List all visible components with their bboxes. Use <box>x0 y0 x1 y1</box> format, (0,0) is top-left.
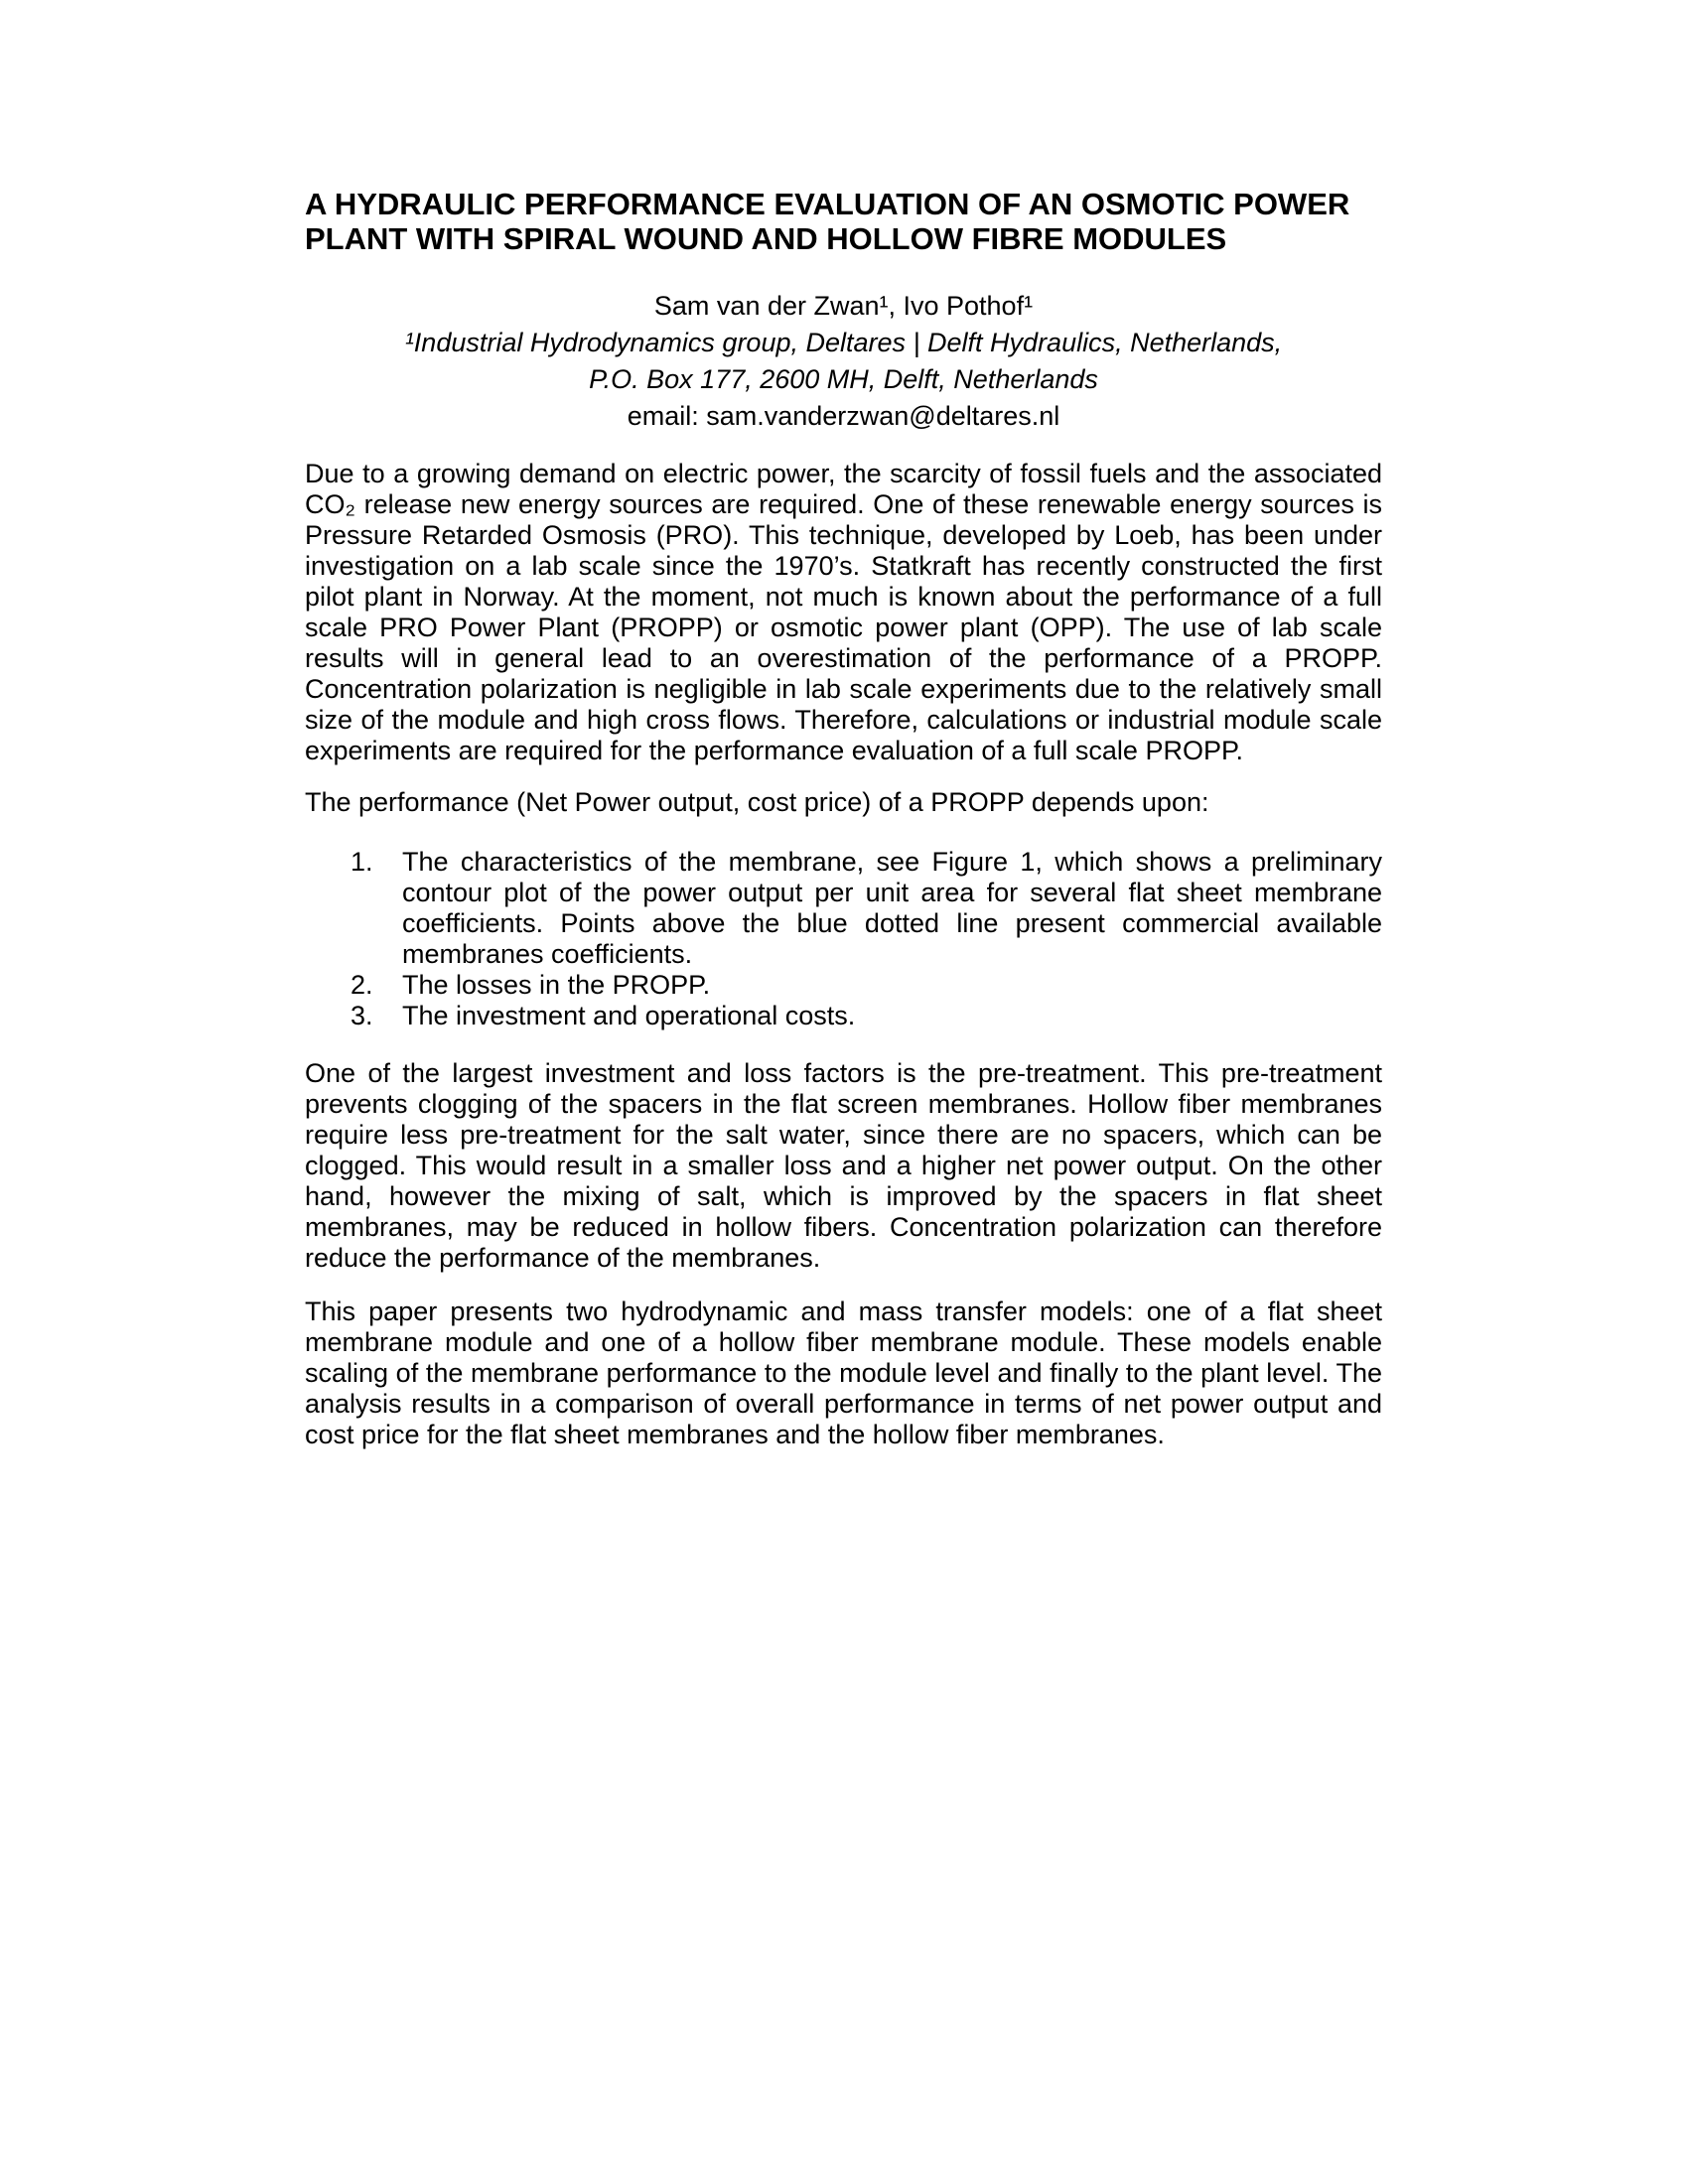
affiliation-line: ¹Industrial Hydrodynamics group, Deltares | Delft Hydraulics, Netherlands, <box>404 328 1283 357</box>
list-item-number: 1. <box>351 847 373 877</box>
paper-title: A HYDRAULIC PERFORMANCE EVALUATION OF AN OSMOTIC POWER PLANT WITH SPIRAL WOUND AND HOLLOW FIBRE MODULES <box>305 187 1350 256</box>
list-item <box>351 847 1382 970</box>
list-item-text: The losses in the PROPP. <box>402 970 711 1000</box>
numbered-list <box>305 847 1382 1031</box>
paper-header <box>305 288 1382 435</box>
authors-line: Sam van der Zwan¹, Ivo Pothof¹ <box>653 291 1034 321</box>
address-line: P.O. Box 177, 2600 MH, Delft, Netherlands <box>589 364 1098 394</box>
list-item-number: 3. <box>351 1001 373 1030</box>
list-intro-paragraph: The performance (Net Power output, cost price) of a PROPP depends upon: <box>305 787 1209 817</box>
abstract-paragraph-3: This paper presents two hydrodynamic and mass transfer models: one of a flat sheet membrane module and one of a hollow fiber membrane module. These models enable scaling of the membrane performance to the module level and finally to the plant level. The analysis results in a comparison of overall performance in terms of net power output and cost price for the flat sheet membranes and the hollow fiber membranes. <box>305 1297 1382 1449</box>
list-item <box>351 1001 1382 1031</box>
list-item-number: 2. <box>351 970 373 1000</box>
abstract-paragraph-2: One of the largest investment and loss factors is the pre-treatment. This pre-treatment prevents clogging of the spacers in the flat screen membranes. Hollow fiber membranes require less pre-treatment for the salt water, since there are no spacers, which can be clogged. This would result in a smaller loss and a higher net power output. On the other hand, however the mixing of salt, which is improved by the spacers in flat sheet membranes, may be reduced in hollow fibers. Concentration polarization can therefore reduce the performance of the membranes. <box>305 1058 1382 1273</box>
list-item-text: The characteristics of the membrane, see Figure 1, which shows a preliminary contour plot of the power output per unit area for several flat sheet membrane coefficients. Points above the blue dotted line present commercial available membranes coefficients. <box>402 847 1382 969</box>
list-item <box>351 970 1382 1001</box>
email-line: email: sam.vanderzwan@deltares.nl <box>627 401 1060 431</box>
list-item-text: The investment and operational costs. <box>402 1001 856 1030</box>
abstract-paragraph-1: Due to a growing demand on electric power, the scarcity of fossil fuels and the associated CO₂ release new energy sources are required. One of these renewable energy sources is Pressure Retarded Osmosis (PRO). This technique, developed by Loeb, has been under investigation on a lab scale since the 1970’s. Statkraft has recently constructed the first pilot plant in Norway. At the moment, not much is known about the performance of a full scale PRO Power Plant (PROPP) or osmotic power plant (OPP). The use of lab scale results will in general lead to an overestimation of the performance of a PROPP. Concentration polarization is negligible in lab scale experiments due to the relatively small size of the module and high cross flows. Therefore, calculations or industrial module scale experiments are required for the performance evaluation of a full scale PROPP. <box>305 459 1382 765</box>
